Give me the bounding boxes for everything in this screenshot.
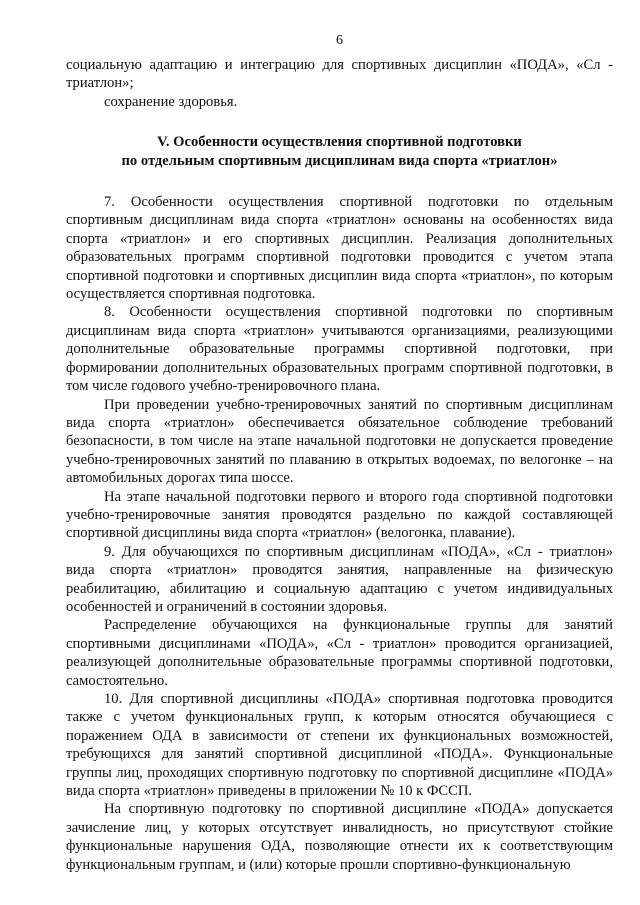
page-number: 6 (336, 33, 343, 48)
paragraph-10: 10. Для спортивной дисциплины «ПОДА» спортивная подготовка проводится также с учетом функциональных групп, к которым относятся обучающиеся с поражением ОДА в зависимости от степени их функциональных возможностей, требующихся для занятий спортивной дисциплиной «ПОДА». Функциональные группы лиц, проходящих спортивную подготовку по спортивной дисциплине «ПОДА» вида спорта «триатлон» приведены в приложении № 10 к ФССП. (66, 691, 613, 800)
section-title (66, 133, 613, 170)
intro-paragraph-1: социальную адаптацию и интеграцию для спортивных дисциплин «ПОДА», «Сл - триатлон»; (66, 57, 613, 92)
paragraph-8: 8. Особенности осуществления спортивной подготовки по спортивным дисциплинам вида спорта «триатлон» учитываются организациями, реализующими дополнительные образовательные программы спортивной подготовки, при формировании дополнительных образовательных программ спортивной подготовки, в том числе годового учебно-тренировочного плана. (66, 304, 613, 395)
intro-paragraph-2: сохранение здоровья. (104, 93, 238, 110)
paragraph-admission: На спортивную подготовку по спортивной дисциплине «ПОДА» допускается зачисление лиц, у которых отсутствует инвалидность, но присутствуют стойкие функциональные нарушения ОДА, позволяющие отнести их к соответствующим функциональным группам, и (или) которые прошли спортивно-функциональную (66, 801, 613, 873)
paragraph-7: 7. Особенности осуществления спортивной подготовки по отдельным спортивным дисциплинам вида спорта «триатлон» основаны на особенностях вида спорта «триатлон» и его спортивных дисциплин. Реализация дополнительных образовательных программ спортивной подготовки проводится с учетом этапа спортивной подготовки и спортивных дисциплин вида спорта «триатлон», по которым осуществляется спортивная подготовка. (66, 194, 613, 303)
paragraph-distribution: Распределение обучающихся на функциональные группы для занятий спортивными дисциплинами «ПОДА», «Сл - триатлон» проводится организацией, реализующей дополнительные образовательные программы спортивной подготовки, самостоятельно. (66, 617, 613, 689)
section-title-line-2: по отдельным спортивным дисциплинам вида спорта «триатлон» (121, 152, 558, 169)
paragraph-safety: При проведении учебно-тренировочных занятий по спортивным дисциплинам вида спорта «триатлон» обеспечивается обязательное соблюдение требований безопасности, в том числе на этапе начальной подготовки не допускается проведение учебно-тренировочных занятий по плаванию в открытых водоемах, по велогонке – на автомобильных дорогах типа шоссе. (66, 396, 613, 487)
paragraph-9: 9. Для обучающихся по спортивным дисциплинам «ПОДА», «Сл - триатлон» вида спорта «триатлон» проводятся занятия, направленные на физическую реабилитацию, абилитацию и социальную адаптацию с учетом индивидуальных особенностей и ограничений в состоянии здоровья. (66, 543, 613, 615)
paragraph-initial-stage: На этапе начальной подготовки первого и второго года спортивной подготовки учебно-тренировочные занятия проводятся раздельно по каждой составляющей спортивной дисциплины вида спорта «триатлон» (велогонка, плавание). (66, 488, 613, 542)
section-title-line-1: V. Особенности осуществления спортивной подготовки (157, 134, 522, 151)
